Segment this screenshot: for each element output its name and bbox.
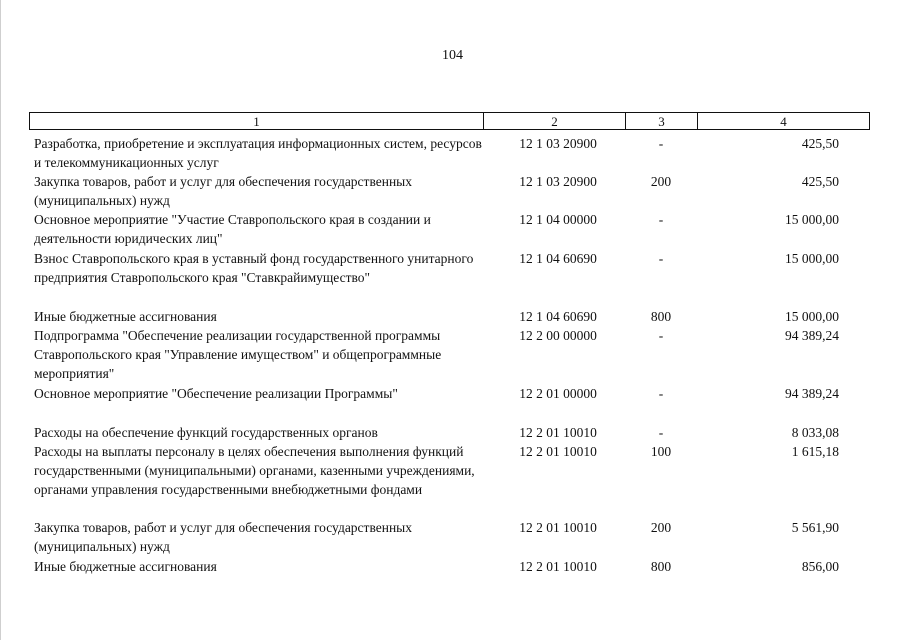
row-amount: 856,00 [801, 559, 839, 574]
row-code: 12 2 01 10010 [519, 559, 597, 574]
row-type: - [658, 251, 664, 266]
header-col-4: 4 [780, 114, 787, 129]
row-type: 800 [650, 309, 672, 324]
row-code: 12 2 01 10010 [519, 444, 597, 459]
row-name: Взнос Ставропольского края в уставный фонд государственного унитарного предприятия Ставропольского края "Ставкрайимущество" [34, 251, 474, 285]
row-amount: 15 000,00 [785, 212, 839, 227]
header-col-3: 3 [658, 114, 665, 129]
page-number: 104 [442, 48, 463, 63]
row-name: Подпрограмма "Обеспечение реализации государственной программы Ставропольского края "Управление имуществом" и общепрограммные мероприятия" [34, 328, 442, 381]
row-code: 12 1 04 00000 [519, 212, 597, 227]
row-name: Иные бюджетные ассигнования [34, 309, 217, 324]
row-code: 12 2 01 00000 [519, 386, 597, 401]
row-name: Закупка товаров, работ и услуг для обеспечения государственных (муниципальных) нужд [34, 520, 413, 554]
row-code: 12 1 03 20900 [519, 136, 597, 151]
header-col-1: 1 [253, 114, 260, 129]
row-name: Закупка товаров, работ и услуг для обеспечения государственных (муниципальных) нужд [34, 174, 413, 208]
row-amount: 425,50 [801, 174, 839, 189]
row-type: - [658, 136, 664, 151]
row-amount: 15 000,00 [785, 309, 839, 324]
row-amount: 5 561,90 [791, 520, 839, 535]
row-amount: 8 033,08 [791, 425, 839, 440]
row-amount: 94 389,24 [785, 328, 839, 343]
row-amount: 425,50 [801, 136, 839, 151]
row-name: Основное мероприятие "Обеспечение реализации Программы" [34, 386, 398, 401]
row-amount: 1 615,18 [791, 444, 839, 459]
row-code: 12 1 04 60690 [519, 251, 597, 266]
header-col-2: 2 [551, 114, 558, 129]
row-type: - [658, 212, 664, 227]
row-code: 12 1 03 20900 [519, 174, 597, 189]
row-code: 12 2 00 00000 [519, 328, 597, 343]
table-header [29, 112, 870, 130]
row-type: 200 [650, 520, 672, 535]
row-type: 800 [650, 559, 672, 574]
row-name: Основное мероприятие "Участие Ставропольского края в создании и деятельности юридических лиц" [34, 212, 431, 246]
row-name: Расходы на выплаты персоналу в целях обеспечения выполнения функций государственными (муниципальными) органами, казенными учреждениями, органами управления государственными внебюджетными фондами [34, 444, 475, 497]
row-code: 12 2 01 10010 [519, 425, 597, 440]
row-type: - [658, 425, 664, 440]
row-type: 100 [650, 444, 672, 459]
row-code: 12 1 04 60690 [519, 309, 597, 324]
page-edge-line [0, 0, 1, 640]
row-type: - [658, 328, 664, 343]
row-name: Расходы на обеспечение функций государственных органов [34, 425, 378, 440]
row-type: - [658, 386, 664, 401]
row-amount: 15 000,00 [785, 251, 839, 266]
row-code: 12 2 01 10010 [519, 520, 597, 535]
row-name: Разработка, приобретение и эксплуатация информационных систем, ресурсов и телекоммуникационных услуг [34, 136, 482, 170]
row-name: Иные бюджетные ассигнования [34, 559, 217, 574]
row-amount: 94 389,24 [785, 386, 839, 401]
row-type: 200 [650, 174, 672, 189]
